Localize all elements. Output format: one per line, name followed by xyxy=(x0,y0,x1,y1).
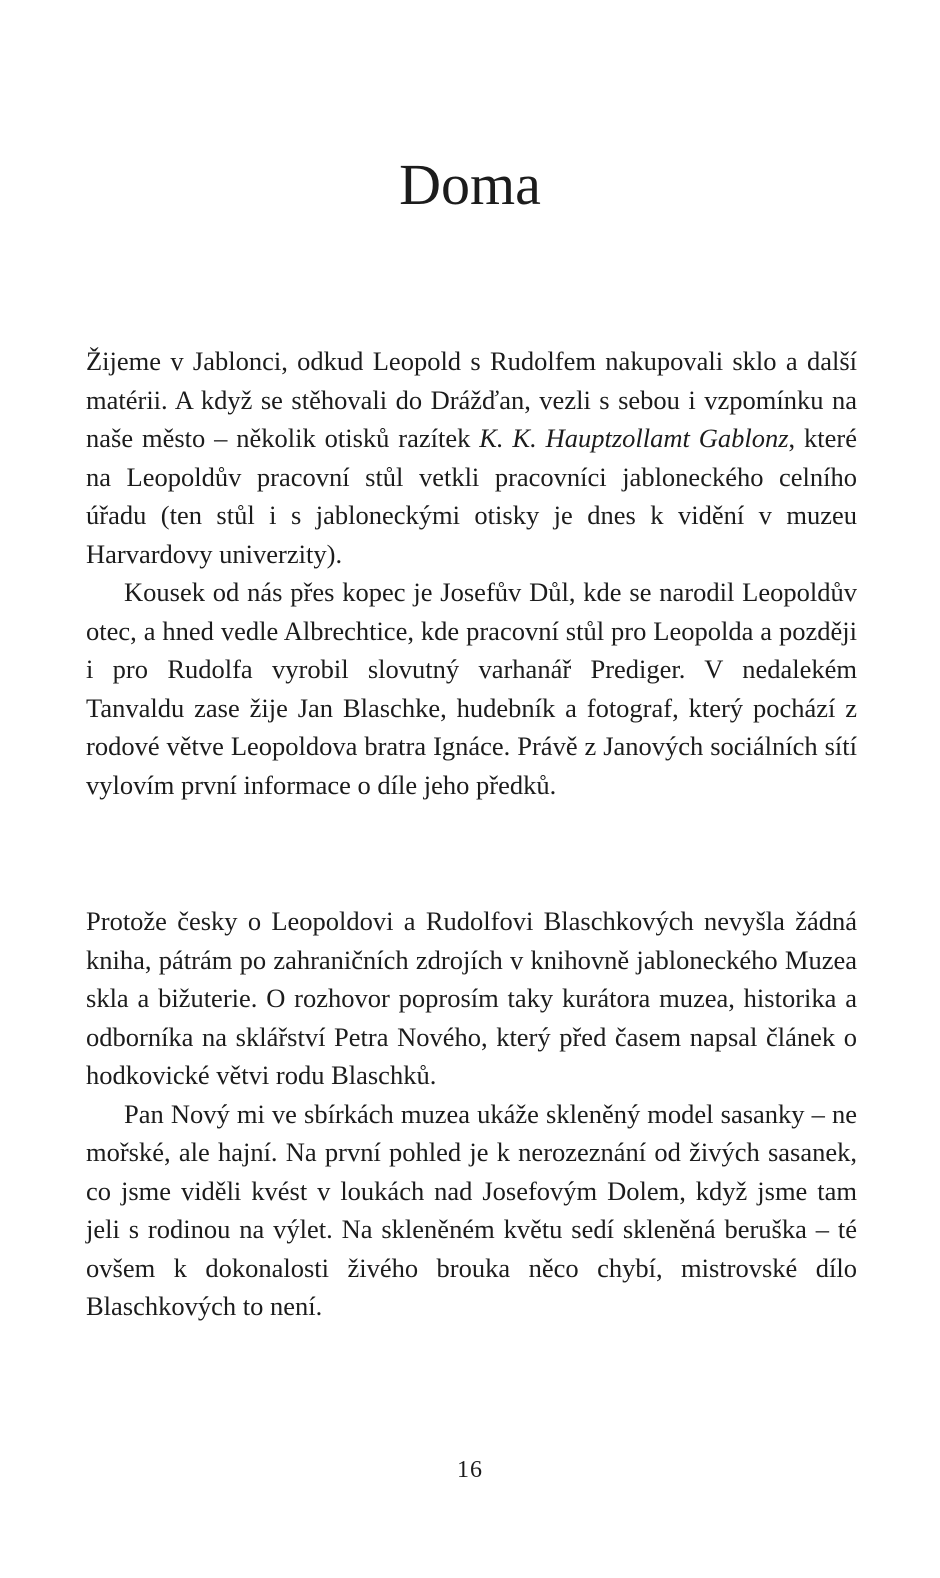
paragraph-josefuv-dul: Kousek od nás přes kopec je Josefův Důl, kde se narodil Leopoldův otec, a hned vedle Albrechtice, kde pracovní stůl pro Leopolda a později i pro Rudolfa vyrobil slovutný varhanář Prediger. V nedalekém Tanvaldu zase žije Jan Blaschke, hudebník a fotograf, který pochází z rodové větve Leopoldova bratra Ignáce. Právě z Janových sociálních sítí vylovím první informace o díle jeho předků. xyxy=(86,577,857,800)
paragraph-museum-research: Protože česky o Leopoldovi a Rudolfovi Blaschkových nevyšla žádná kniha, pátrám po zahraničních zdrojích v knihovně jabloneckého Muzea skla a bižuterie. O rozhovor poprosím taky kurátora muzea, historika a odborníka na sklářství Petra Nového, který před časem napsal článek o hodkovické větvi rodu Blaschků. xyxy=(86,906,857,1090)
paragraph-jablonec-text-2: , které na Leopoldův pracovní stůl vetkli pracovníci jabloneckého celního úřadu (ten stůl i s jabloneckými otisky je dnes k vidění v muzeu Harvardovy univerzity). xyxy=(86,423,858,569)
paragraph-jablonec-text-1: Žijeme v Jablonci, odkud Leopold s Rudolfem nakupovali sklo a další matérii. A když se stěhovali do Drážďan, vezli s sebou i vzpomínku na naše město – několik otisků razítek xyxy=(86,346,857,453)
paragraph-glass-anemone: Pan Nový mi ve sbírkách muzea ukáže skleněný model sasanky – ne mořské, ale hajní. Na první pohled je k nerozeznání od živých sasanek, co jsme viděli kvést v loukách nad Josefovým Dolem, když jsme tam jeli s rodinou na výlet. Na skleněném květu sedí skleněná beruška – té ovšem k dokonalosti živého brouka něco chybí, mistrovské dílo Blaschkových to není. xyxy=(86,1098,857,1321)
text-section-2 xyxy=(86,902,857,1326)
stamp-name-italic: K. K. Hauptzollamt Gablonz xyxy=(479,423,789,453)
paragraph-jablonec xyxy=(86,342,857,573)
page-number: 16 xyxy=(457,1457,483,1483)
text-section-1 xyxy=(86,342,857,804)
chapter-title: Doma xyxy=(399,152,541,217)
